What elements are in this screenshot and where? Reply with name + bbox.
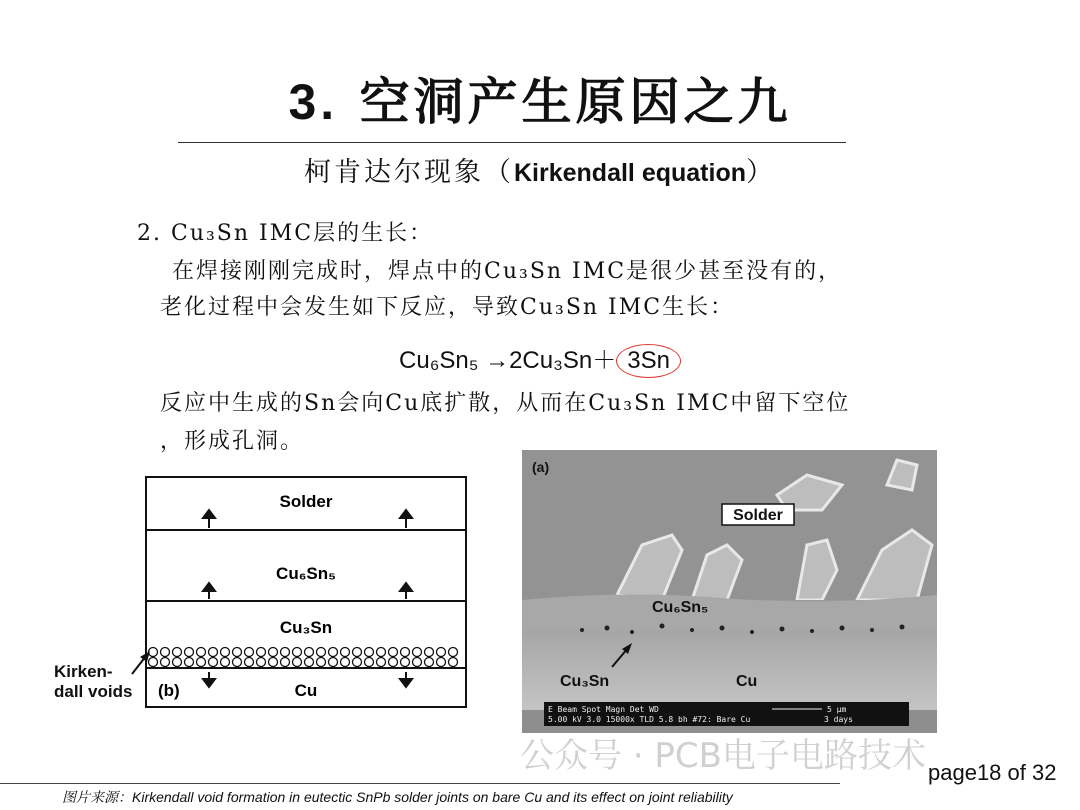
watermark: 公众号 · PCB电子电路技术 xyxy=(520,736,926,776)
subtitle-cn: 柯肯达尔现象（ xyxy=(304,157,514,188)
slide-title xyxy=(0,62,1080,134)
reaction-equation xyxy=(0,340,1080,378)
panel-label-b: (b) xyxy=(158,681,180,700)
layer-label-cu6sn5: Cu₆Sn₅ xyxy=(276,564,336,583)
source-caption: 图片来源：Kirkendall void formation in eutectic SnPb solder joints on bare Cu and its effect on joint reliability xyxy=(62,789,733,805)
equation-left: Cu₆Sn₅ →2Cu₃Sn＋ xyxy=(399,347,617,374)
voids-label-line: Kirken- xyxy=(54,662,113,681)
paragraph-line: ，形成孔洞。 xyxy=(160,429,305,454)
sem-label-cu6sn5: Cu₆Sn₅ xyxy=(652,599,709,616)
voids-pointer-arrow xyxy=(130,648,152,678)
equation-circled-product: 3Sn xyxy=(616,344,681,378)
layer-label-solder: Solder xyxy=(279,492,333,511)
sem-label-cu: Cu xyxy=(736,673,758,690)
sem-info-values: 5.00 kV 3.0 15000x TLD 5.8 bh #72: Bare Cu xyxy=(548,715,751,724)
paragraph-line: 在焊接刚刚完成时，焊点中的Cu₃Sn IMC是很少甚至没有的， xyxy=(172,259,843,284)
subtitle-end: ） xyxy=(745,157,776,188)
sem-days-label: 3 days xyxy=(824,715,853,724)
paragraph-line: 反应中生成的Sn会向Cu底扩散，从而在Cu₃Sn IMC中留下空位 xyxy=(160,391,851,416)
sem-label-cu3sn: Cu₃Sn xyxy=(560,673,610,690)
title-text: 空洞产生原因之九 xyxy=(359,72,792,131)
subtitle-en: Kirkendall equation xyxy=(514,159,746,187)
voids-label-line: dall voids xyxy=(54,682,133,701)
paragraph-line: 老化过程中会发生如下反应，导致Cu₃Sn IMC生长： xyxy=(160,295,735,320)
sem-scale-label: 5 µm xyxy=(827,705,847,714)
sem-micrograph xyxy=(522,450,937,733)
slide-subtitle xyxy=(0,150,1080,189)
title-divider xyxy=(178,142,846,143)
sem-label-solder: Solder xyxy=(733,507,783,524)
panel-label-a: (a) xyxy=(532,459,550,475)
section-heading: 2. Cu₃Sn IMC层的生长： xyxy=(137,221,434,246)
layer-diagram xyxy=(145,476,467,708)
title-number: 3. xyxy=(288,74,339,130)
layer-label-cu3sn: Cu₃Sn xyxy=(279,618,333,637)
page-number: page18 of 32 xyxy=(928,760,1057,785)
footer-divider xyxy=(0,783,840,784)
sem-info-header: E Beam Spot Magn Det WD xyxy=(548,705,659,714)
voids-label xyxy=(54,662,132,702)
layer-label-cu: Cu xyxy=(294,681,318,700)
